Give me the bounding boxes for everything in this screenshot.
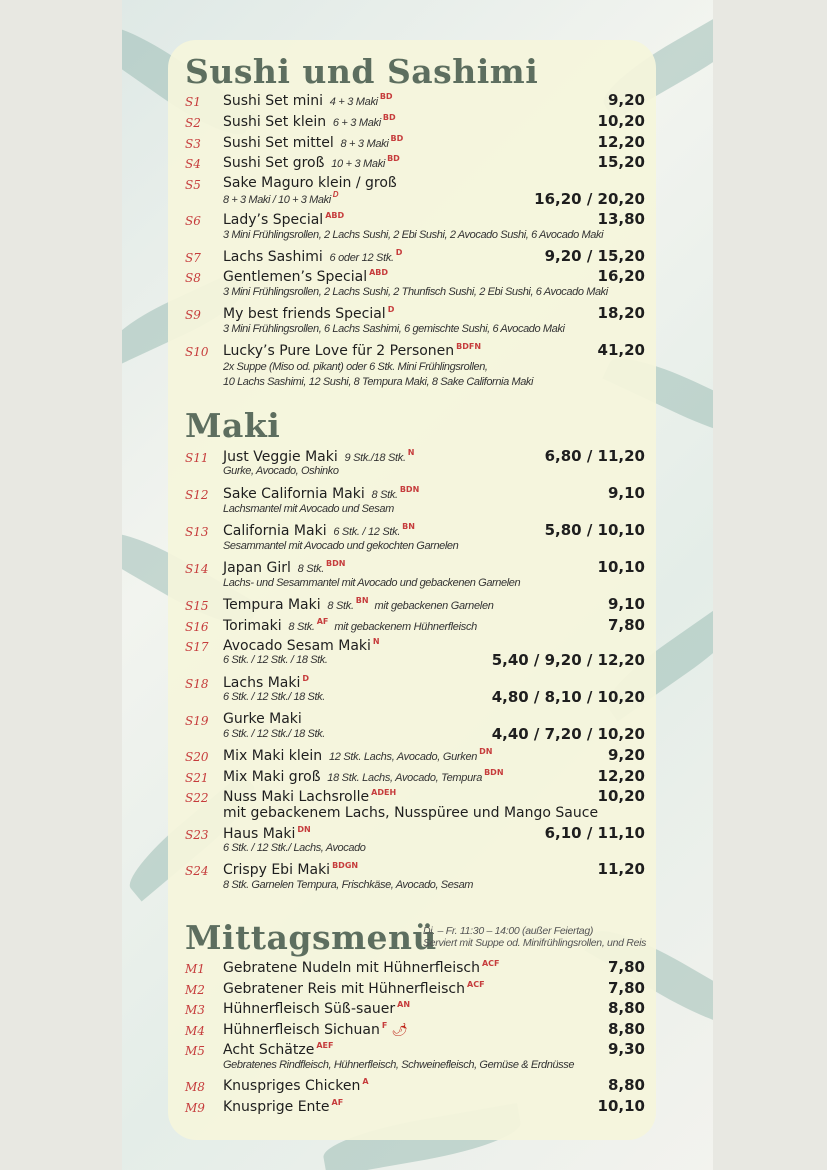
- allergen-codes: F: [381, 1021, 388, 1030]
- maki-item-price: 6,10 / 11,10: [544, 824, 645, 842]
- item-note: 6 Stk. / 12 Stk.: [330, 526, 401, 538]
- allergen-codes: D: [395, 248, 403, 257]
- sushi-item-name: [223, 305, 394, 322]
- lunch-item-code: M8: [185, 1080, 205, 1094]
- item-title: Mix Maki klein: [223, 748, 323, 764]
- allergen-codes: ADEH: [371, 788, 397, 797]
- sushi-item-name: [223, 113, 396, 130]
- maki-item-code: S16: [185, 620, 209, 634]
- item-title: Knusprige Ente: [223, 1099, 330, 1115]
- lunch-item-name: [223, 980, 485, 997]
- item-title: Gentlemen’s Special: [223, 269, 368, 285]
- maki-item-name: [223, 711, 302, 727]
- item-title: Gebratener Reis mit Hühnerfleisch: [223, 981, 465, 997]
- maki-item-price: 9,10: [607, 484, 645, 502]
- allergen-codes: AEF: [316, 1041, 334, 1050]
- sushi-item-code: S3: [185, 137, 201, 151]
- item-note: 6 + 3 Maki: [330, 117, 381, 129]
- item-description: 6 Stk. / 12 Stk./ 18 Stk.: [223, 691, 325, 703]
- item-title: Lucky’s Pure Love für 2 Personen: [223, 343, 455, 359]
- allergen-codes: N: [372, 637, 380, 646]
- maki-item-code: S19: [185, 714, 209, 728]
- sushi-item-name: [223, 175, 397, 191]
- item-line-2: mit gebackenem Lachs, Nusspüree und Mango Sauce: [223, 805, 599, 821]
- maki-item-price: 4,80 / 8,10 / 10,20: [491, 688, 645, 706]
- item-title: Sushi Set klein: [223, 114, 327, 130]
- maki-item-code: S12: [185, 488, 209, 502]
- item-title: Sake California Maki: [223, 486, 365, 502]
- sushi-item-price: 9,20 / 15,20: [544, 247, 645, 265]
- allergen-codes: AF: [316, 617, 329, 626]
- item-description: Gurke, Avocado, Oshinko: [223, 465, 339, 477]
- item-note: 4 + 3 Maki: [327, 96, 378, 108]
- allergen-codes: BD: [390, 134, 404, 143]
- item-title: California Maki: [223, 523, 327, 539]
- allergen-codes: AN: [397, 1000, 411, 1009]
- item-title: Hühnerfleisch Süß-sauer: [223, 1001, 396, 1017]
- lunch-item-name: [223, 1021, 408, 1038]
- sushi-item-code: S2: [185, 116, 201, 130]
- sushi-item-name: [223, 154, 400, 171]
- item-description: 6 Stk. / 12 Stk./ 18 Stk.: [223, 728, 325, 740]
- item-description: Lachsmantel mit Avocado und Sesam: [223, 503, 394, 515]
- section-title-maki: Maki: [185, 406, 281, 445]
- allergen-codes: BD: [387, 154, 400, 163]
- item-title: Sake Maguro klein / groß: [223, 175, 397, 191]
- lunch-item-name: [223, 1000, 410, 1017]
- lunch-hours-note: [423, 925, 646, 949]
- lunch-hours: Di. – Fr. 11:30 – 14:00 (außer Feiertag): [423, 925, 594, 937]
- item-description: Lachs- und Sesammantel mit Avocado und gebackenen Garnelen: [223, 577, 521, 589]
- allergen-codes: AF: [331, 1098, 344, 1107]
- allergen-codes: D: [332, 190, 339, 199]
- lunch-item-code: M3: [185, 1003, 205, 1017]
- item-note-2: mit gebackenen Garnelen: [374, 600, 494, 612]
- sushi-item-price: 15,20: [597, 153, 645, 171]
- item-note: 8 Stk.: [285, 621, 315, 633]
- lunch-item-price: 7,80: [607, 958, 645, 976]
- maki-item-price: 7,80: [607, 616, 645, 634]
- maki-item-name: [223, 485, 419, 502]
- sushi-item-price: 16,20: [597, 267, 645, 285]
- item-title: Acht Schätze: [223, 1042, 315, 1058]
- item-title: Hühnerfleisch Sichuan: [223, 1022, 380, 1038]
- maki-item-name: [223, 448, 414, 465]
- allergen-codes: ACF: [467, 980, 485, 989]
- sushi-item-code: S6: [185, 214, 201, 228]
- sushi-item-code: S4: [185, 157, 201, 171]
- sushi-item-name: [223, 248, 402, 265]
- item-note: 8 + 3 Maki: [337, 138, 389, 150]
- item-title: Gurke Maki: [223, 711, 302, 727]
- sushi-item-code: S1: [185, 95, 201, 109]
- maki-item-code: S24: [185, 864, 209, 878]
- maki-item-code: S11: [185, 451, 209, 465]
- item-description-2: 10 Lachs Sashimi, 12 Sushi, 8 Tempura Maki, 8 Sake California Maki: [223, 376, 534, 388]
- maki-item-name: [223, 559, 345, 576]
- lunch-item-name: [223, 959, 499, 976]
- lunch-item-code: M4: [185, 1024, 205, 1038]
- item-title: Tempura Maki: [223, 597, 321, 613]
- maki-item-price: 9,20: [607, 746, 645, 764]
- item-note: 8 Stk.: [324, 600, 354, 612]
- lunch-item-price: 10,10: [597, 1097, 645, 1115]
- item-description: Sesammantel mit Avocado und gekochten Garnelen: [223, 540, 459, 552]
- item-title: Haus Maki: [223, 826, 296, 842]
- maki-item-name: [223, 596, 494, 613]
- maki-item-name: [223, 788, 396, 805]
- allergen-codes: BN: [402, 522, 415, 531]
- item-note: 9 Stk./18 Stk.: [341, 452, 406, 464]
- item-note-2: mit gebackenem Hühnerfleisch: [334, 621, 477, 633]
- maki-item-code: S15: [185, 599, 209, 613]
- item-title: Mix Maki groß: [223, 769, 321, 785]
- item-description: 6 Stk. / 12 Stk./ Lachs, Avocado: [223, 842, 366, 854]
- allergen-codes: BD: [379, 92, 393, 101]
- maki-item-code: S18: [185, 677, 209, 691]
- lunch-item-name: [223, 1098, 343, 1115]
- item-title: Just Veggie Maki: [223, 449, 338, 465]
- sushi-item-name: [223, 134, 403, 151]
- sushi-item-price: 13,80: [597, 210, 645, 228]
- item-title: Avocado Sesam Maki: [223, 638, 371, 654]
- item-description: 3 Mini Frühlingsrollen, 2 Lachs Sushi, 2 Thunfisch Sushi, 2 Ebi Sushi, 6 Avocado Maki: [223, 286, 608, 298]
- item-note: 12 Stk. Lachs, Avocado, Gurken: [326, 751, 478, 763]
- allergen-codes: BD: [382, 113, 396, 122]
- maki-item-name: [223, 825, 311, 842]
- maki-item-name: [223, 617, 477, 634]
- maki-item-price: 10,10: [597, 558, 645, 576]
- sushi-item-name: [223, 92, 393, 109]
- maki-item-price: 5,80 / 10,10: [544, 521, 645, 539]
- sushi-item-code: S8: [185, 271, 201, 285]
- allergen-codes: BDGN: [332, 861, 359, 870]
- allergen-codes: BDFN: [456, 342, 482, 351]
- item-note: 6 oder 12 Stk.: [326, 252, 394, 264]
- lunch-item-price: 7,80: [607, 979, 645, 997]
- maki-item-price: 11,20: [597, 860, 645, 878]
- lunch-item-code: M2: [185, 983, 205, 997]
- item-description: Gebratenes Rindfleisch, Hühnerfleisch, Schweinefleisch, Gemüse & Erdnüsse: [223, 1059, 575, 1071]
- maki-item-price: 6,80 / 11,20: [544, 447, 645, 465]
- lunch-item-price: 8,80: [607, 1020, 645, 1038]
- item-title: Crispy Ebi Maki: [223, 862, 331, 878]
- allergen-codes: D: [302, 674, 309, 683]
- sushi-item-code: S7: [185, 251, 201, 265]
- item-title: Sushi Set mini: [223, 93, 323, 109]
- maki-item-code: S22: [185, 791, 209, 805]
- item-description: 8 Stk. Garnelen Tempura, Frischkäse, Avocado, Sesam: [223, 879, 474, 891]
- item-title: My best friends Special: [223, 306, 386, 322]
- item-description: 8 + 3 Maki / 10 + 3 Maki $^D$: [223, 190, 339, 206]
- sushi-item-code: S5: [185, 178, 201, 192]
- item-title: Gebratene Nudeln mit Hühnerfleisch: [223, 960, 480, 976]
- allergen-codes: DN: [297, 825, 311, 834]
- item-title: Sushi Set groß: [223, 155, 325, 171]
- item-description: 3 Mini Frühlingsrollen, 2 Lachs Sushi, 2 Ebi Sushi, 2 Avocado Sushi, 6 Avocado Maki: [223, 229, 604, 241]
- allergen-codes: N: [407, 448, 415, 457]
- item-note: 10 + 3 Maki: [328, 158, 386, 170]
- lunch-item-code: M1: [185, 962, 205, 976]
- item-title: Nuss Maki Lachsrolle: [223, 789, 370, 805]
- maki-item-code: S13: [185, 525, 209, 539]
- allergen-codes: D: [387, 305, 395, 314]
- sushi-item-price: 10,20: [597, 112, 645, 130]
- allergen-codes: ACF: [481, 959, 500, 968]
- item-note: 8 Stk.: [294, 563, 324, 575]
- sushi-item-name: [223, 342, 481, 359]
- maki-item-code: S14: [185, 562, 209, 576]
- maki-item-price: 10,20: [597, 787, 645, 805]
- allergen-codes: ABD: [325, 211, 345, 220]
- maki-item-code: S20: [185, 750, 209, 764]
- sushi-item-code: S9: [185, 308, 201, 322]
- maki-item-name: [223, 637, 380, 654]
- maki-item-name: [223, 861, 358, 878]
- chili-icon: 🌶: [391, 1023, 408, 1038]
- maki-item-code: S17: [185, 640, 209, 654]
- item-title: Lady’s Special: [223, 212, 324, 228]
- item-title: Sushi Set mittel: [223, 135, 334, 151]
- maki-item-price: 5,40 / 9,20 / 12,20: [491, 651, 645, 669]
- item-note: 8 Stk.: [368, 489, 398, 501]
- lunch-item-price: 9,30: [607, 1040, 645, 1058]
- lunch-item-name: [223, 1041, 333, 1058]
- item-title: Lachs Sashimi: [223, 249, 323, 265]
- lunch-served-with: Serviert mit Suppe od. Minifrühlingsrollen, und Reis: [423, 937, 647, 949]
- item-description: 3 Mini Frühlingsrollen, 6 Lachs Sashimi, 6 gemischte Sushi, 6 Avocado Maki: [223, 323, 565, 335]
- lunch-item-name: [223, 1077, 369, 1094]
- sushi-item-price: 9,20: [607, 91, 645, 109]
- maki-item-name: [223, 768, 504, 785]
- sushi-item-price: 16,20 / 20,20: [534, 190, 645, 208]
- allergen-codes: A: [362, 1077, 369, 1086]
- item-title: Torimaki: [223, 618, 282, 634]
- sushi-item-name: [223, 268, 388, 285]
- allergen-codes: BDN: [325, 559, 346, 568]
- maki-item-price: 4,40 / 7,20 / 10,20: [491, 725, 645, 743]
- lunch-item-code: M9: [185, 1101, 205, 1115]
- lunch-item-code: M5: [185, 1044, 205, 1058]
- sushi-item-code: S10: [185, 345, 209, 359]
- sushi-item-price: 12,20: [597, 133, 645, 151]
- allergen-codes: DN: [479, 747, 493, 756]
- item-title: Japan Girl: [223, 560, 291, 576]
- allergen-codes: BDN: [399, 485, 420, 494]
- allergen-codes: ABD: [369, 268, 389, 277]
- item-note: 18 Stk. Lachs, Avocado, Tempura: [324, 772, 483, 784]
- section-title-lunch: Mittagsmenü: [185, 918, 437, 957]
- section-title-sushi: Sushi und Sashimi: [185, 52, 539, 91]
- maki-item-price: 12,20: [597, 767, 645, 785]
- item-description: 6 Stk. / 12 Stk. / 18 Stk.: [223, 654, 328, 666]
- item-title: Lachs Maki: [223, 675, 301, 691]
- item-description: 2x Suppe (Miso od. pikant) oder 6 Stk. Mini Frühlingsrollen,: [223, 361, 488, 373]
- maki-item-code: S23: [185, 828, 209, 842]
- maki-item-price: 9,10: [607, 595, 645, 613]
- maki-item-code: S21: [185, 771, 209, 785]
- lunch-item-price: 8,80: [607, 1076, 645, 1094]
- allergen-codes: BDN: [484, 768, 504, 777]
- allergen-codes: BN: [355, 596, 369, 605]
- maki-item-name: [223, 522, 415, 539]
- sushi-item-price: 41,20: [597, 341, 645, 359]
- sushi-item-price: 18,20: [597, 304, 645, 322]
- lunch-item-price: 8,80: [607, 999, 645, 1017]
- maki-item-name: [223, 747, 492, 764]
- sushi-item-name: [223, 211, 344, 228]
- item-title: Knuspriges Chicken: [223, 1078, 361, 1094]
- maki-item-name: [223, 674, 309, 691]
